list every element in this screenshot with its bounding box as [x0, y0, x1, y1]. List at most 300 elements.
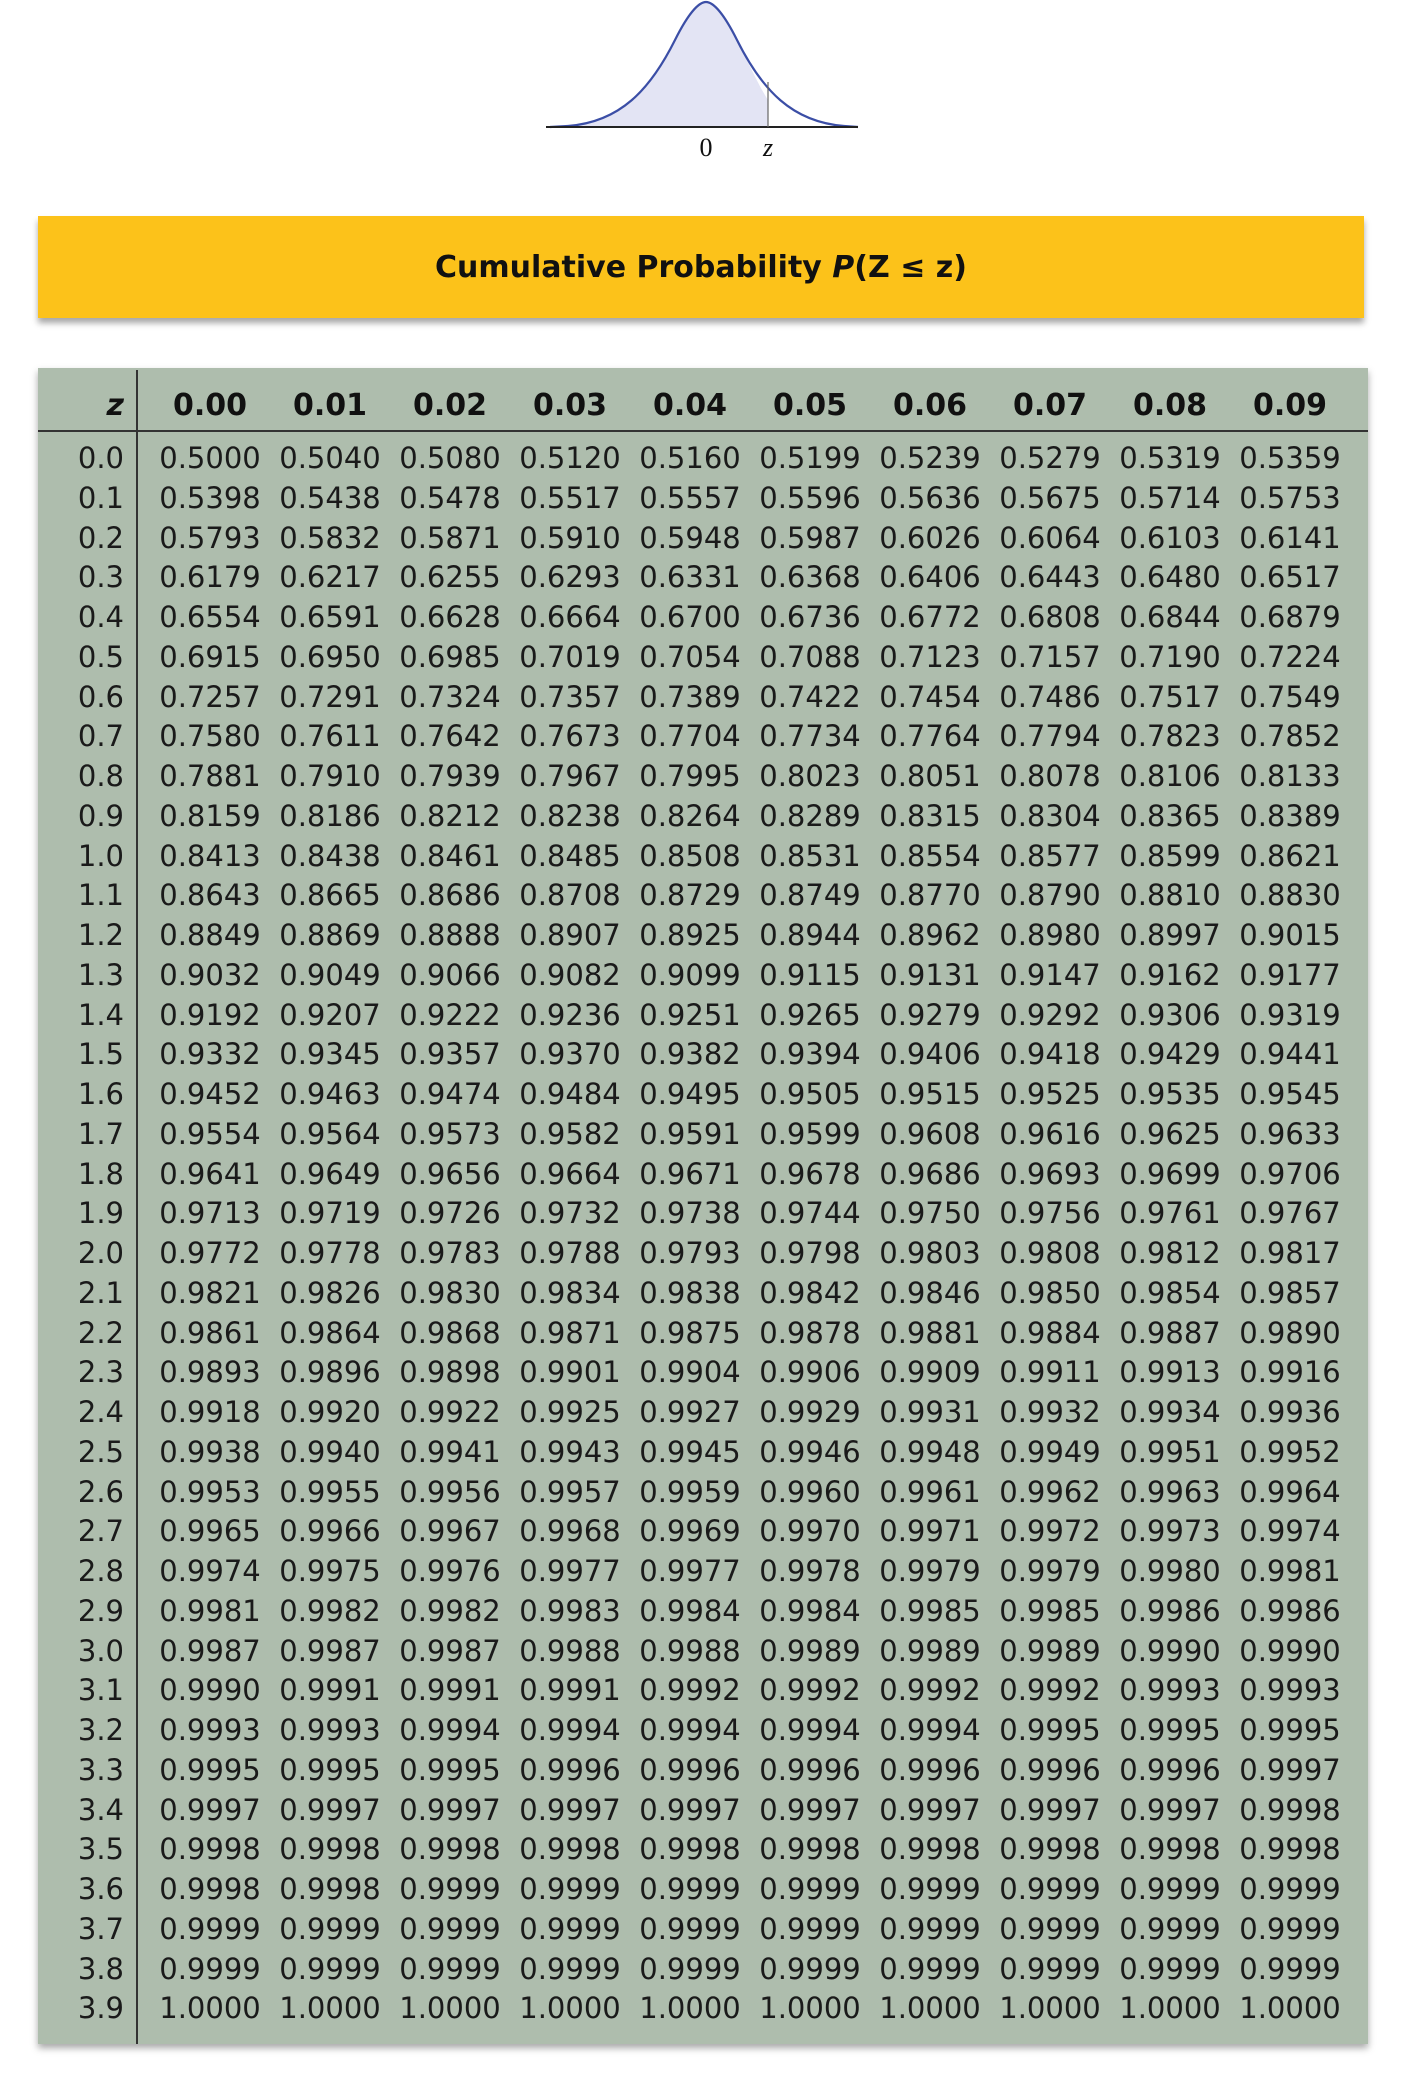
- probability-cell: 0.7549: [1239, 679, 1341, 714]
- probability-cell: 0.9999: [519, 1872, 621, 1906]
- probability-cell: 0.9998: [159, 1832, 261, 1867]
- probability-cell: 0.9999: [759, 1911, 861, 1946]
- probability-cell: 0.5793: [159, 520, 261, 555]
- z-value-cell: 2.0: [77, 1236, 124, 1270]
- probability-cell: 0.7422: [759, 679, 861, 714]
- probability-cell: 0.9997: [639, 1792, 741, 1827]
- probability-cell: 0.5910: [519, 520, 621, 555]
- probability-cell: 0.9989: [879, 1633, 981, 1668]
- probability-cell: 0.9999: [879, 1872, 981, 1906]
- probability-cell: 0.9573: [399, 1116, 501, 1151]
- probability-cell: 0.9099: [639, 957, 741, 992]
- probability-cell: 0.9997: [159, 1792, 261, 1827]
- probability-cell: 0.9798: [759, 1236, 861, 1270]
- z-value-cell: 1.8: [77, 1156, 124, 1191]
- probability-cell: 0.9990: [1239, 1633, 1341, 1668]
- probability-cell: 0.8869: [279, 918, 381, 952]
- probability-cell: 0.6879: [1239, 600, 1341, 634]
- probability-cell: 0.8051: [879, 759, 981, 793]
- probability-cell: 0.9999: [879, 1911, 981, 1946]
- probability-cell: 0.9932: [999, 1395, 1101, 1429]
- probability-cell: 0.9778: [279, 1236, 381, 1270]
- probability-cell: 0.9965: [159, 1514, 261, 1549]
- probability-cell: 0.9292: [999, 997, 1101, 1032]
- z-value-cell: 1.7: [77, 1116, 124, 1151]
- probability-cell: 1.0000: [999, 1991, 1101, 2026]
- probability-cell: 0.9898: [399, 1355, 501, 1390]
- probability-cell: 0.9525: [999, 1077, 1101, 1111]
- probability-cell: 0.7019: [519, 639, 621, 674]
- probability-cell: 0.7517: [1119, 679, 1221, 714]
- probability-cell: 0.9032: [159, 957, 261, 992]
- probability-cell: 0.9394: [759, 1037, 861, 1072]
- probability-cell: 0.9991: [279, 1673, 381, 1708]
- probability-cell: 0.6700: [639, 600, 741, 634]
- probability-cell: 0.8577: [999, 838, 1101, 873]
- probability-cell: 0.7580: [159, 719, 261, 754]
- probability-cell: 0.9987: [279, 1633, 381, 1668]
- probability-cell: 0.9985: [879, 1593, 981, 1628]
- probability-cell: 0.5557: [639, 480, 741, 515]
- probability-cell: 0.5832: [279, 520, 381, 555]
- probability-cell: 0.8133: [1239, 759, 1341, 793]
- probability-cell: 1.0000: [639, 1991, 741, 2026]
- probability-cell: 0.9996: [639, 1752, 741, 1787]
- z-value-cell: 1.6: [77, 1077, 124, 1111]
- probability-cell: 0.9984: [759, 1593, 861, 1628]
- probability-cell: 0.9066: [399, 957, 501, 992]
- probability-cell: 0.8531: [759, 838, 861, 873]
- probability-cell: 0.9812: [1119, 1236, 1221, 1270]
- probability-cell: 0.9738: [639, 1196, 741, 1231]
- z-value-cell: 1.2: [77, 918, 124, 952]
- column-header: 0.09: [1252, 388, 1328, 423]
- probability-cell: 0.9998: [879, 1832, 981, 1867]
- probability-cell: 0.9998: [519, 1832, 621, 1867]
- probability-cell: 0.8849: [159, 918, 261, 952]
- probability-cell: 0.9995: [159, 1752, 261, 1787]
- probability-cell: 0.8621: [1239, 838, 1341, 873]
- probability-cell: 0.9995: [1119, 1713, 1221, 1747]
- probability-cell: 0.9878: [759, 1315, 861, 1350]
- probability-cell: 0.8461: [399, 838, 501, 873]
- probability-cell: 0.9941: [399, 1434, 501, 1469]
- probability-cell: 0.9999: [399, 1872, 501, 1906]
- probability-cell: 0.9999: [1239, 1911, 1341, 1946]
- z-value-cell: 3.5: [77, 1832, 124, 1867]
- probability-cell: 0.9864: [279, 1315, 381, 1350]
- probability-cell: 0.9953: [159, 1474, 261, 1509]
- probability-cell: 0.8888: [399, 918, 501, 952]
- probability-cell: 0.9997: [759, 1792, 861, 1827]
- probability-cell: 0.6591: [279, 600, 381, 634]
- probability-cell: 0.9999: [639, 1911, 741, 1946]
- probability-cell: 0.9406: [879, 1037, 981, 1072]
- z-value-cell: 3.7: [77, 1911, 124, 1946]
- probability-cell: 0.7357: [519, 679, 621, 714]
- z-value-cell: 2.2: [77, 1315, 124, 1350]
- probability-cell: 0.9999: [279, 1951, 381, 1986]
- probability-cell: 0.9992: [879, 1673, 981, 1708]
- probability-cell: 0.9793: [639, 1236, 741, 1270]
- probability-cell: 0.9981: [1239, 1554, 1341, 1588]
- probability-cell: 0.9999: [759, 1872, 861, 1906]
- z-value-cell: 3.4: [77, 1792, 124, 1827]
- probability-cell: 0.6026: [879, 520, 981, 555]
- probability-cell: 0.5319: [1119, 441, 1221, 475]
- probability-cell: 0.9996: [879, 1752, 981, 1787]
- probability-cell: 0.7704: [639, 719, 741, 754]
- probability-cell: 0.5948: [639, 520, 741, 555]
- probability-cell: 0.9616: [999, 1116, 1101, 1151]
- column-divider: [136, 370, 138, 2044]
- probability-cell: 0.9463: [279, 1077, 381, 1111]
- probability-cell: 0.9826: [279, 1275, 381, 1310]
- probability-cell: 0.9948: [879, 1434, 981, 1469]
- probability-cell: 0.9999: [159, 1911, 261, 1946]
- probability-cell: 0.5987: [759, 520, 861, 555]
- probability-cell: 0.9997: [879, 1792, 981, 1827]
- probability-cell: 0.6480: [1119, 560, 1221, 595]
- probability-cell: 0.7054: [639, 639, 741, 674]
- probability-cell: 0.9641: [159, 1156, 261, 1191]
- probability-cell: 0.9945: [639, 1434, 741, 1469]
- probability-cell: 0.9999: [279, 1911, 381, 1946]
- probability-cell: 0.9999: [879, 1951, 981, 1986]
- probability-cell: 0.9960: [759, 1474, 861, 1509]
- probability-cell: 0.5120: [519, 441, 621, 475]
- probability-cell: 0.7910: [279, 759, 381, 793]
- z-value-cell: 2.4: [77, 1395, 124, 1429]
- probability-cell: 0.7673: [519, 719, 621, 754]
- probability-cell: 0.8997: [1119, 918, 1221, 952]
- probability-cell: 0.9699: [1119, 1156, 1221, 1191]
- probability-cell: 0.9991: [519, 1673, 621, 1708]
- probability-cell: 0.9495: [639, 1077, 741, 1111]
- probability-cell: 0.9992: [639, 1673, 741, 1708]
- probability-cell: 0.5359: [1239, 441, 1341, 475]
- probability-cell: 0.9633: [1239, 1116, 1341, 1151]
- probability-cell: 0.9370: [519, 1037, 621, 1072]
- probability-cell: 0.6628: [399, 600, 501, 634]
- probability-cell: 0.5080: [399, 441, 501, 475]
- probability-cell: 0.8708: [519, 878, 621, 913]
- probability-cell: 0.8238: [519, 798, 621, 833]
- probability-cell: 0.9994: [759, 1713, 861, 1747]
- probability-cell: 0.9995: [1239, 1713, 1341, 1747]
- z-value-cell: 3.6: [77, 1872, 124, 1906]
- probability-cell: 0.9994: [399, 1713, 501, 1747]
- probability-cell: 0.8485: [519, 838, 621, 873]
- probability-cell: 0.9996: [759, 1752, 861, 1787]
- probability-cell: 0.8186: [279, 798, 381, 833]
- probability-cell: 0.9591: [639, 1116, 741, 1151]
- probability-cell: 0.8665: [279, 878, 381, 913]
- probability-cell: 0.9750: [879, 1196, 981, 1231]
- probability-cell: 0.9484: [519, 1077, 621, 1111]
- probability-cell: 0.5398: [159, 480, 261, 515]
- probability-cell: 0.9955: [279, 1474, 381, 1509]
- probability-cell: 0.7881: [159, 759, 261, 793]
- probability-cell: 0.9861: [159, 1315, 261, 1350]
- probability-cell: 0.9868: [399, 1315, 501, 1350]
- probability-cell: 1.0000: [759, 1991, 861, 2026]
- probability-cell: 0.7764: [879, 719, 981, 754]
- probability-cell: 0.9980: [1119, 1554, 1221, 1588]
- probability-cell: 0.9911: [999, 1355, 1101, 1390]
- probability-cell: 0.9999: [759, 1951, 861, 1986]
- probability-cell: 0.9994: [519, 1713, 621, 1747]
- probability-cell: 0.8389: [1239, 798, 1341, 833]
- probability-cell: 0.9875: [639, 1315, 741, 1350]
- probability-cell: 0.9993: [159, 1713, 261, 1747]
- probability-cell: 0.5596: [759, 480, 861, 515]
- probability-cell: 0.7794: [999, 719, 1101, 754]
- probability-cell: 0.8749: [759, 878, 861, 913]
- probability-cell: 0.9846: [879, 1275, 981, 1310]
- probability-cell: 0.9987: [159, 1633, 261, 1668]
- probability-cell: 0.9972: [999, 1514, 1101, 1549]
- probability-cell: 0.9999: [999, 1911, 1101, 1946]
- z-value-cell: 3.8: [77, 1951, 124, 1986]
- probability-cell: 0.7088: [759, 639, 861, 674]
- probability-cell: 0.9441: [1239, 1037, 1341, 1072]
- probability-cell: 0.9082: [519, 957, 621, 992]
- probability-cell: 0.6915: [159, 639, 261, 674]
- probability-cell: 0.9963: [1119, 1474, 1221, 1509]
- probability-cell: 0.7190: [1119, 639, 1221, 674]
- probability-cell: 0.9995: [279, 1752, 381, 1787]
- probability-cell: 1.0000: [279, 1991, 381, 2026]
- probability-cell: 0.9946: [759, 1434, 861, 1469]
- probability-cell: 0.9357: [399, 1037, 501, 1072]
- probability-cell: 0.9767: [1239, 1196, 1341, 1231]
- probability-cell: 0.7995: [639, 759, 741, 793]
- probability-cell: 0.9992: [999, 1673, 1101, 1708]
- z-value-cell: 0.1: [77, 480, 124, 515]
- probability-cell: 0.9993: [1239, 1673, 1341, 1708]
- probability-cell: 0.6331: [639, 560, 741, 595]
- probability-cell: 0.9989: [759, 1633, 861, 1668]
- probability-cell: 0.9319: [1239, 997, 1341, 1032]
- column-header: 0.06: [892, 388, 968, 423]
- probability-cell: 0.5517: [519, 480, 621, 515]
- probability-cell: 0.9830: [399, 1275, 501, 1310]
- probability-cell: 0.9981: [159, 1593, 261, 1628]
- shaded-area: [568, 2, 768, 126]
- probability-cell: 0.9913: [1119, 1355, 1221, 1390]
- probability-cell: 0.7823: [1119, 719, 1221, 754]
- probability-cell: 0.8508: [639, 838, 741, 873]
- probability-cell: 0.9978: [759, 1554, 861, 1588]
- probability-cell: 0.7123: [879, 639, 981, 674]
- probability-cell: 0.9999: [1239, 1951, 1341, 1986]
- z-value-cell: 1.1: [77, 878, 124, 913]
- probability-cell: 0.9990: [1119, 1633, 1221, 1668]
- probability-cell: 0.9938: [159, 1434, 261, 1469]
- column-header: 0.00: [172, 388, 248, 423]
- probability-cell: 0.9474: [399, 1077, 501, 1111]
- probability-cell: 0.9608: [879, 1116, 981, 1151]
- probability-cell: 0.7611: [279, 719, 381, 754]
- probability-cell: 1.0000: [519, 1991, 621, 2026]
- probability-cell: 0.9957: [519, 1474, 621, 1509]
- probability-cell: 0.9177: [1239, 957, 1341, 992]
- probability-cell: 0.9732: [519, 1196, 621, 1231]
- z-value-cell: 0.0: [77, 441, 124, 475]
- probability-cell: 0.8264: [639, 798, 741, 833]
- probability-cell: 0.6103: [1119, 520, 1221, 555]
- probability-cell: 0.9545: [1239, 1077, 1341, 1111]
- z-value-cell: 0.6: [77, 679, 124, 714]
- probability-cell: 0.5478: [399, 480, 501, 515]
- probability-cell: 0.9345: [279, 1037, 381, 1072]
- z-value-cell: 2.1: [77, 1275, 124, 1310]
- probability-cell: 0.9973: [1119, 1514, 1221, 1549]
- probability-cell: 0.9783: [399, 1236, 501, 1270]
- probability-cell: 0.9998: [279, 1872, 381, 1906]
- probability-cell: 0.9985: [999, 1593, 1101, 1628]
- table-title: Cumulative Probability P(Z ≤ z): [435, 249, 967, 285]
- probability-cell: 0.9909: [879, 1355, 981, 1390]
- probability-cell: 0.9998: [1239, 1832, 1341, 1867]
- probability-cell: 0.9049: [279, 957, 381, 992]
- probability-cell: 0.9564: [279, 1116, 381, 1151]
- z-value-cell: 0.7: [77, 719, 124, 754]
- normal-curve-figure: [540, 0, 860, 170]
- probability-cell: 0.9744: [759, 1196, 861, 1231]
- probability-cell: 0.9920: [279, 1395, 381, 1429]
- probability-cell: 0.5160: [639, 441, 741, 475]
- probability-cell: 0.9943: [519, 1434, 621, 1469]
- probability-cell: 0.7967: [519, 759, 621, 793]
- probability-cell: 0.9997: [279, 1792, 381, 1827]
- probability-cell: 0.6985: [399, 639, 501, 674]
- probability-cell: 0.8962: [879, 918, 981, 952]
- probability-cell: 0.9999: [999, 1872, 1101, 1906]
- z-value-cell: 3.1: [77, 1673, 124, 1708]
- probability-cell: 0.9505: [759, 1077, 861, 1111]
- probability-cell: 0.5675: [999, 480, 1101, 515]
- column-header: 0.02: [412, 388, 488, 423]
- z-value-cell: 0.2: [77, 520, 124, 555]
- probability-cell: 0.5871: [399, 520, 501, 555]
- probability-cell: 0.9582: [519, 1116, 621, 1151]
- probability-cell: 0.9901: [519, 1355, 621, 1390]
- probability-cell: 0.6554: [159, 600, 261, 634]
- probability-cell: 0.9999: [159, 1951, 261, 1986]
- probability-cell: 0.9999: [519, 1911, 621, 1946]
- probability-cell: 1.0000: [1119, 1991, 1221, 2026]
- probability-cell: 0.8106: [1119, 759, 1221, 793]
- probability-cell: 0.5636: [879, 480, 981, 515]
- probability-cell: 0.7257: [159, 679, 261, 714]
- probability-cell: 0.9983: [519, 1593, 621, 1628]
- probability-cell: 0.9207: [279, 997, 381, 1032]
- probability-cell: 0.9850: [999, 1275, 1101, 1310]
- probability-cell: 0.6664: [519, 600, 621, 634]
- probability-cell: 0.9982: [399, 1593, 501, 1628]
- probability-cell: 0.6808: [999, 600, 1101, 634]
- probability-cell: 0.8686: [399, 878, 501, 913]
- probability-cell: 0.9887: [1119, 1315, 1221, 1350]
- column-header: 0.04: [652, 388, 728, 423]
- probability-cell: 0.9834: [519, 1275, 621, 1310]
- probability-cell: 0.7454: [879, 679, 981, 714]
- probability-cell: 1.0000: [399, 1991, 501, 2026]
- probability-cell: 0.9992: [759, 1673, 861, 1708]
- probability-cell: 0.8790: [999, 878, 1101, 913]
- probability-cell: 0.9999: [639, 1951, 741, 1986]
- z-value-cell: 3.9: [77, 1991, 124, 2026]
- probability-cell: 0.9966: [279, 1514, 381, 1549]
- probability-cell: 0.9959: [639, 1474, 741, 1509]
- probability-cell: 0.9999: [1119, 1911, 1221, 1946]
- probability-cell: 0.5199: [759, 441, 861, 475]
- probability-cell: 0.9997: [399, 1792, 501, 1827]
- probability-cell: 0.9974: [1239, 1514, 1341, 1549]
- probability-cell: 0.9993: [279, 1713, 381, 1747]
- probability-cell: 0.9817: [1239, 1236, 1341, 1270]
- probability-cell: 0.9964: [1239, 1474, 1341, 1509]
- probability-cell: 0.9999: [639, 1872, 741, 1906]
- probability-cell: 0.9904: [639, 1355, 741, 1390]
- column-header: 0.01: [292, 388, 368, 423]
- probability-cell: 0.5239: [879, 441, 981, 475]
- probability-cell: 0.8023: [759, 759, 861, 793]
- probability-cell: 0.9962: [999, 1474, 1101, 1509]
- probability-cell: 0.9969: [639, 1514, 741, 1549]
- probability-cell: 0.9803: [879, 1236, 981, 1270]
- probability-cell: 0.8554: [879, 838, 981, 873]
- probability-cell: 0.9871: [519, 1315, 621, 1350]
- z-value-cell: 0.5: [77, 639, 124, 674]
- probability-cell: 0.9821: [159, 1275, 261, 1310]
- title-banner: [38, 216, 1364, 318]
- probability-cell: 0.9382: [639, 1037, 741, 1072]
- probability-cell: 0.9998: [1239, 1792, 1341, 1827]
- z-value-cell: 0.8: [77, 759, 124, 793]
- probability-cell: 0.9976: [399, 1554, 501, 1588]
- z-value-cell: 1.0: [77, 838, 124, 873]
- probability-cell: 0.9982: [279, 1593, 381, 1628]
- probability-cell: 0.9918: [159, 1395, 261, 1429]
- probability-cell: 0.9956: [399, 1474, 501, 1509]
- probability-cell: 0.9998: [399, 1832, 501, 1867]
- probability-cell: 0.8729: [639, 878, 741, 913]
- probability-cell: 0.9988: [519, 1633, 621, 1668]
- probability-cell: 0.9961: [879, 1474, 981, 1509]
- probability-cell: 0.9922: [399, 1395, 501, 1429]
- probability-cell: 1.0000: [1239, 1991, 1341, 2026]
- probability-cell: 0.5040: [279, 441, 381, 475]
- probability-cell: 0.9968: [519, 1514, 621, 1549]
- probability-cell: 0.9854: [1119, 1275, 1221, 1310]
- probability-cell: 0.5000: [159, 441, 261, 475]
- probability-cell: 0.6772: [879, 600, 981, 634]
- probability-cell: 0.5279: [999, 441, 1101, 475]
- column-header: 0.05: [772, 388, 848, 423]
- probability-cell: 0.9761: [1119, 1196, 1221, 1231]
- probability-cell: 0.9535: [1119, 1077, 1221, 1111]
- z-value-cell: 2.9: [77, 1593, 124, 1628]
- probability-cell: 0.6217: [279, 560, 381, 595]
- probability-cell: 0.9265: [759, 997, 861, 1032]
- probability-cell: 0.9686: [879, 1156, 981, 1191]
- probability-cell: 0.9916: [1239, 1355, 1341, 1390]
- probability-cell: 0.9986: [1119, 1593, 1221, 1628]
- probability-cell: 0.9857: [1239, 1275, 1341, 1310]
